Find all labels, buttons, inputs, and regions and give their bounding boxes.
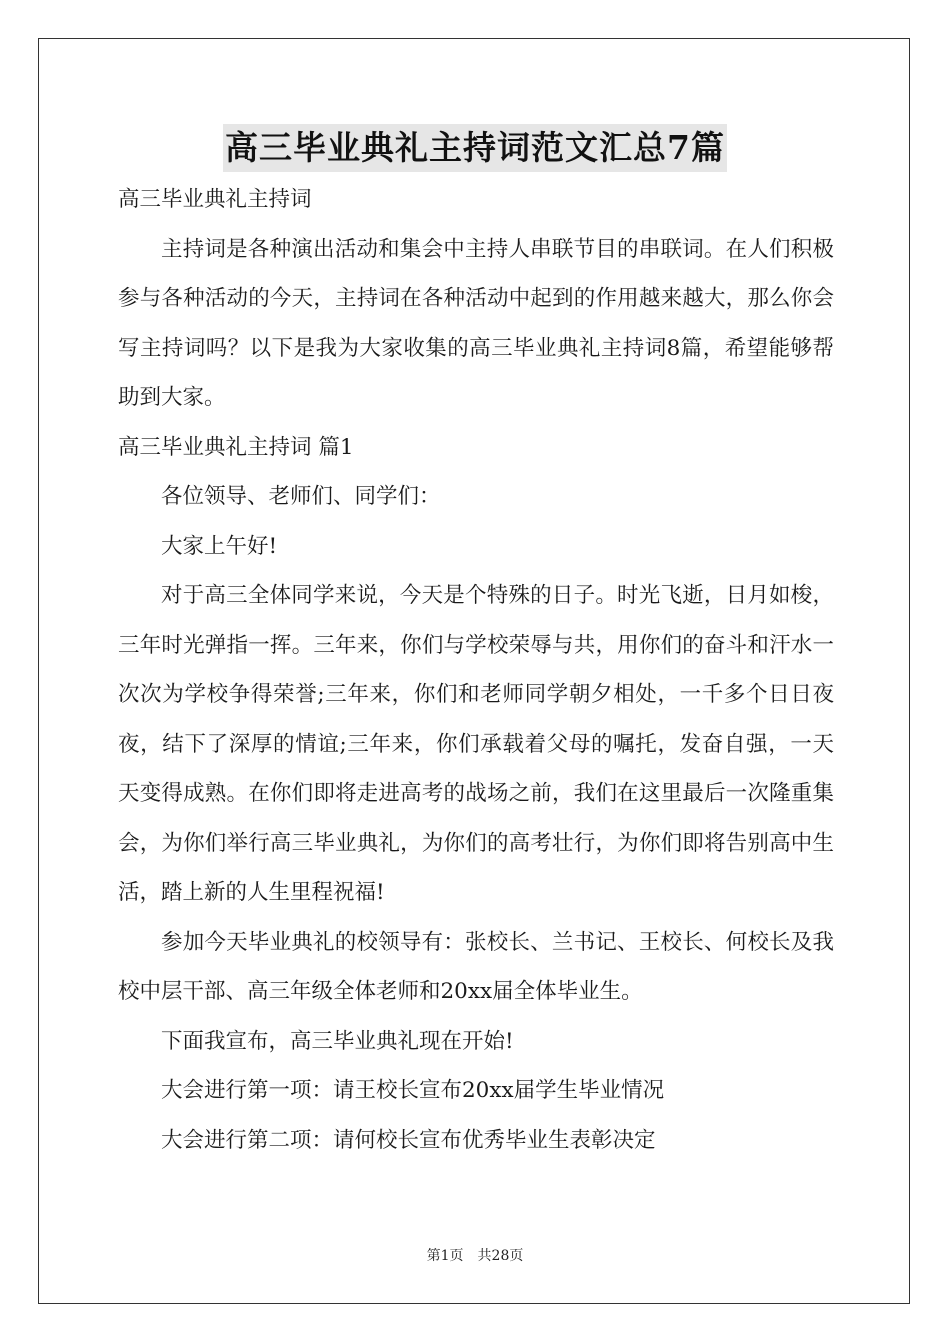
paragraph-item-two: 大会进行第二项：请何校长宣布优秀毕业生表彰决定 bbox=[161, 1127, 656, 1153]
document-title-text: 高三毕业典礼主持词范文汇总7篇 bbox=[223, 124, 727, 172]
paragraph-item-one: 大会进行第一项：请王校长宣布20xx届学生毕业情况 bbox=[161, 1078, 665, 1103]
document-body bbox=[118, 175, 834, 1165]
paragraph-announcement: 下面我宣布，高三毕业典礼现在开始! bbox=[161, 1028, 514, 1054]
page-footer bbox=[0, 1246, 950, 1266]
section-heading: 高三毕业典礼主持词 篇1 bbox=[118, 434, 354, 460]
document-subtitle: 高三毕业典礼主持词 bbox=[118, 187, 312, 212]
document-title bbox=[0, 124, 950, 172]
paragraph-opening: 对于高三全体同学来说，今天是个特殊的日子。时光飞逝，日月如梭，三年时光弹指一挥。三年来，你们与学校荣辱与共，用你们的奋斗和汗水一次次为学校争得荣誉;三年来，你们和老师同学朝夕相处，一千多个日日夜夜，结下了深厚的情谊;三年来，你们承载着父母的嘱托，发奋自强，一天天变得成熟。在你们即将走进高考的战场之前，我们在这里最后一次隆重集会，为你们举行高三毕业典礼，为你们的高考壮行，为你们即将告别高中生活，踏上新的人生里程祝福! bbox=[118, 583, 834, 905]
page-number-total: 共28页 bbox=[477, 1248, 524, 1264]
intro-paragraph: 主持词是各种演出活动和集会中主持人串联节目的串联词。在人们积极参与各种活动的今天，主持词在各种活动中起到的作用越来越大，那么你会写主持词吗？以下是我为大家收集的高三毕业典礼主持词8篇，希望能够帮助到大家。 bbox=[118, 236, 834, 410]
paragraph-good-morning: 大家上午好! bbox=[161, 533, 278, 559]
page-number-current: 第1页 bbox=[426, 1248, 464, 1264]
paragraph-attendees: 参加今天毕业典礼的校领导有：张校长、兰书记、王校长、何校长及我校中层干部、高三年级全体老师和20xx届全体毕业生。 bbox=[118, 929, 834, 1004]
paragraph-greeting: 各位领导、老师们、同学们： bbox=[161, 484, 441, 509]
